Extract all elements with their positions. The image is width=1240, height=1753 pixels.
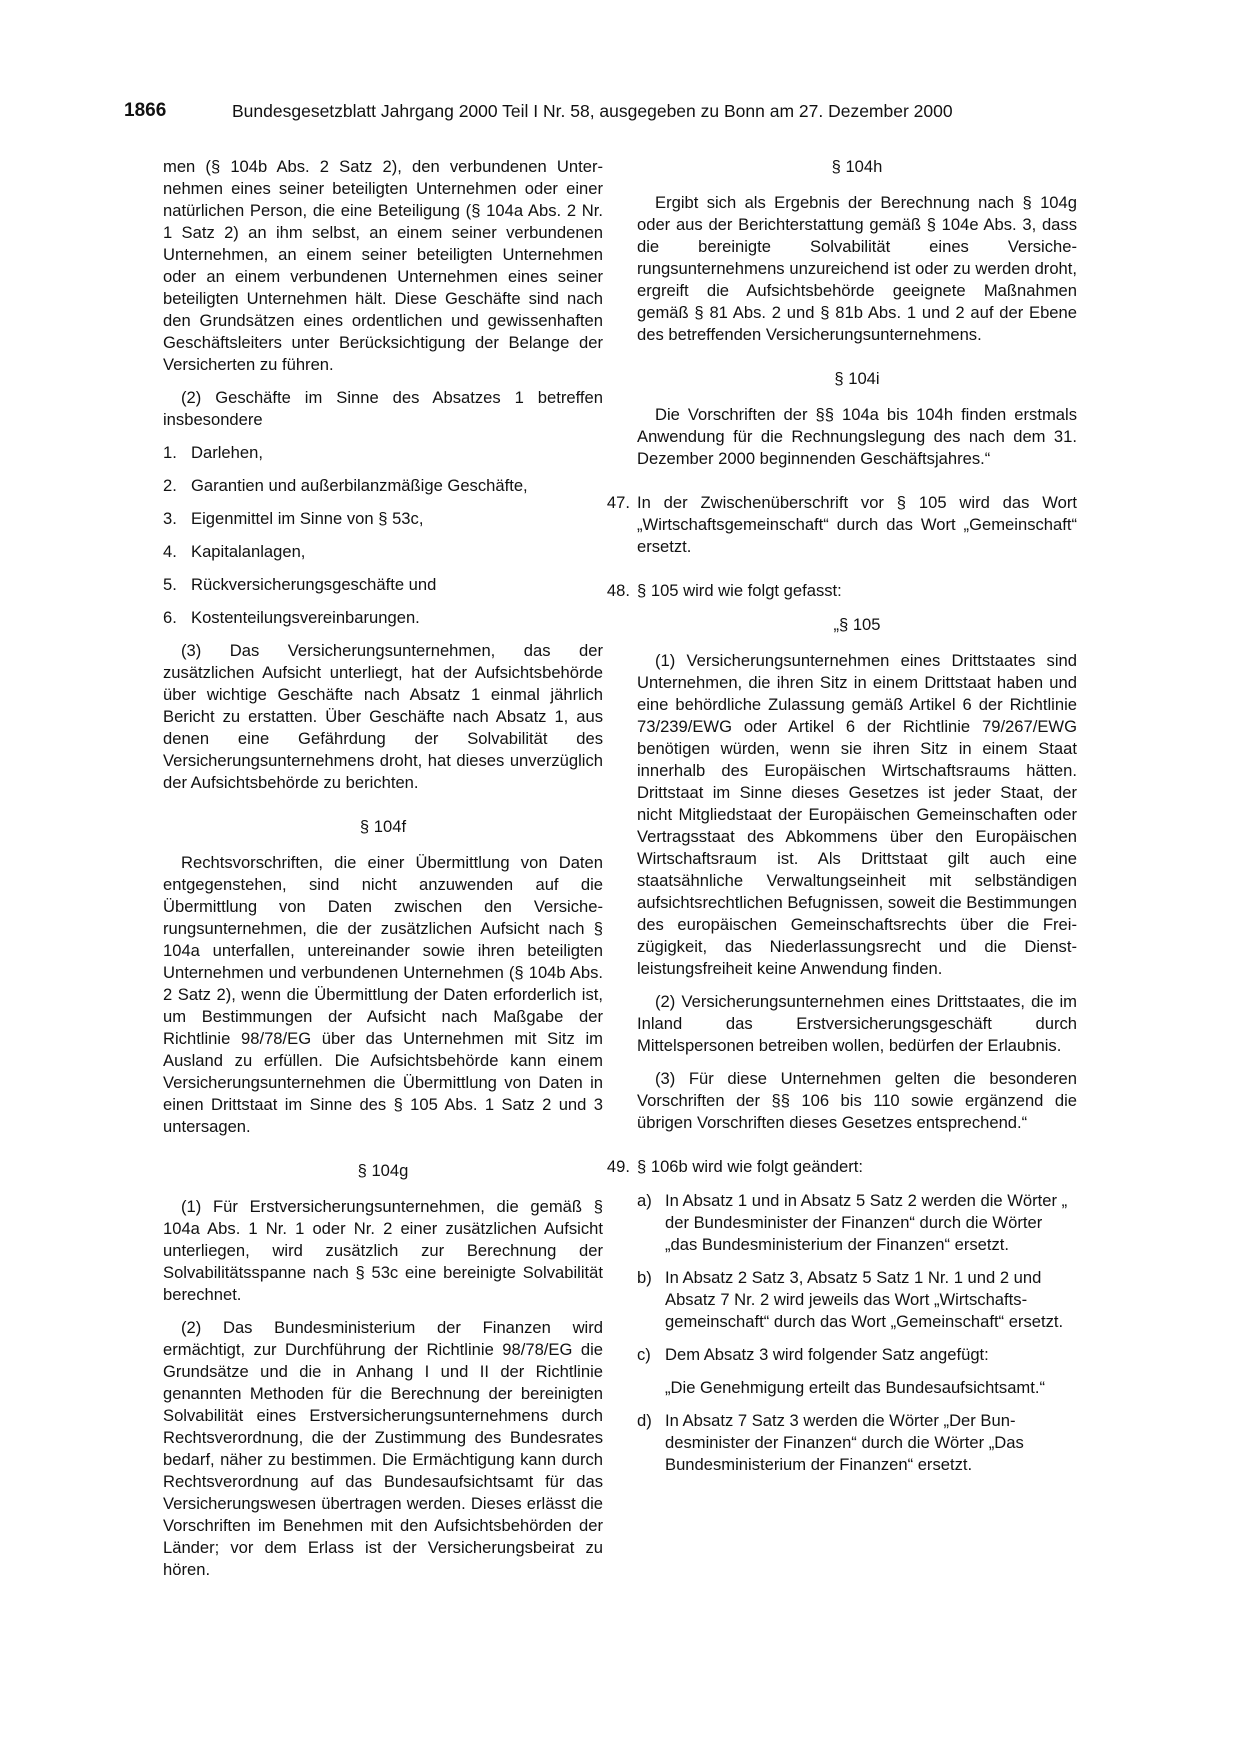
list-number: 1. — [163, 443, 177, 462]
list-item — [163, 508, 603, 530]
list-number: 4. — [163, 542, 177, 561]
sub-item-text: In Absatz 1 und in Absatz 5 Satz 2 werden die Wörter „ der Bundesminister der Finanzen“ durch die Wörter „das Bundesministerium der Finanzen“ ersetzt. — [665, 1191, 1068, 1254]
list-text: Garantien und außerbilanzmäßige Geschäfte, — [191, 476, 528, 495]
page-number: 1866 — [124, 100, 167, 121]
list-item — [163, 541, 603, 563]
sub-item-letter: b) — [637, 1268, 652, 1287]
amendment-item — [606, 492, 1077, 558]
paragraph: men (§ 104b Abs. 2 Satz 2), den verbundenen Unternehmen eines seiner beteiligten Unternehmen oder einer natürlichen Person, die eine Beteiligung (§ 104a Abs. 2 Nr. 1 Satz 2) an ihm selbst, an einem seiner verbundenen Unternehmen, an einem seiner beteiligten Unternehmen oder an einem verbundenen Unternehmen eines seiner beteiligten Unternehmen hält. Diese Geschäfte sind nach den Grundsätzen eines ordentlichen und gewissenhaften Geschäftsleiters unter Berücksichtigung der Belange der Versicherten zu führen. — [163, 157, 603, 374]
list-number: 2. — [163, 476, 177, 495]
list-number: 5. — [163, 575, 177, 594]
section-heading: § 104f — [359, 817, 407, 836]
list-text: Eigenmittel im Sinne von § 53c, — [191, 509, 424, 528]
sub-item — [637, 1190, 1077, 1256]
amendment-number: 48. — [606, 581, 630, 600]
section-heading: § 104h — [831, 157, 883, 176]
paragraph: (1) Für Erstversicherungsunternehmen, die gemäß § 104a Abs. 1 Nr. 1 oder Nr. 2 einer zusätzlichen Aufsicht unterliegen, wird zusätzlich zur Berechnung der Solvabilitätsspanne nach § 53c eine bereinigte Solvabilität berechnet. — [163, 1197, 603, 1304]
left-column — [163, 156, 603, 1592]
page-header — [124, 100, 1124, 128]
paragraph: (2) Versicherungsunternehmen eines Drittstaates, die im Inland das Erstversicherungsgeschäft durch Mittelspersonen betreiben wollen, bedürfen der Erlaubnis. — [637, 992, 1077, 1055]
sub-item-letter: d) — [637, 1411, 652, 1430]
sub-item-text: Dem Absatz 3 wird folgender Satz angefügt: — [665, 1345, 989, 1364]
amendment-item — [606, 1156, 1077, 1178]
right-column — [606, 156, 1077, 1487]
sub-item-text: In Absatz 2 Satz 3, Absatz 5 Satz 1 Nr. 1 und 2 und Absatz 7 Nr. 2 wird jeweils das Wort „Wirtschaftsgemeinschaft“ durch das Wort „Gemeinschaft“ ersetzt. — [665, 1268, 1064, 1331]
list-text: Kapitalanlagen, — [191, 542, 306, 561]
paragraph: (3) Für diese Unternehmen gelten die besonderen Vorschriften der §§ 106 bis 110 sowie ergänzend die übrigen Vorschriften dieses Gesetzes entsprechend.“ — [637, 1069, 1077, 1132]
list-text: Kostenteilungsvereinbarungen. — [191, 608, 420, 627]
list-number: 3. — [163, 509, 177, 528]
running-head: Bundesgesetzblatt Jahrgang 2000 Teil I Nr. 58, ausgegeben zu Bonn am 27. Dezember 2000 — [232, 101, 953, 121]
paragraph: (2) Das Bundesministerium der Finanzen wird ermächtigt, zur Durchführung der Richtlinie 98/78/EG die Grundsätze und die in Anhang I und II der Richtlinie genannten Methoden für die Berechnung der bereinigten Solvabilität eines Erstversicherungsunternehmens durch Rechtsverordnung, die der Zustimmung des Bundesrates bedarf, näher zu bestimmen. Die Ermächtigung kann durch Rechtsverordnung auf das Bundesaufsichtsamt für das Versicherungswesen übertragen werden. Dieses erlässt die Vorschriften im Benehmen mit den Aufsichtsbehörden der Länder; vor dem Erlass ist der Versicherungsbeirat zu hören. — [163, 1318, 603, 1579]
numbered-list — [163, 442, 603, 629]
list-text: Darlehen, — [191, 443, 263, 462]
amendment-number: 47. — [606, 493, 630, 512]
paragraph: Rechtsvorschriften, die einer Übermittlung von Daten entgegenstehen, sind nicht anzuwenden auf die Übermittlung von Daten zwischen den Versicherungsunternehmen, die der zusätzlichen Aufsicht nach § 104a unterfallen, untereinander sowie ihren beteiligten Unternehmen und verbundenen Unternehmen (§ 104b Abs. 2 Satz 2), wenn die Übermittlung der Daten erforderlich ist, um Bestimmungen der Aufsicht nach Maßgabe der Richtlinie 98/78/EG über das Unternehmen mit Sitz im Ausland zu erfüllen. Die Aufsichtsbehörde kann einem Versicherungsunternehmen die Übermittlung von Daten in einen Drittstaat im Sinne des § 105 Abs. 1 Satz 2 und 3 untersagen. — [163, 853, 603, 1136]
sub-item-letter: c) — [637, 1345, 651, 1364]
paragraph: (3) Das Versicherungsunternehmen, das der zusätzlichen Aufsicht unterliegt, hat der Aufsichtsbehörde über wichtige Geschäfte nach Absatz 1 einmal jährlich Bericht zu erstatten. Über Geschäfte nach Absatz 1, aus denen eine Gefährdung der Solvabilität des Versicherungsunternehmens droht, hat dieses unverzüglich der Aufsichtsbehörde zu berichten. — [163, 641, 603, 792]
list-text: Rückversicherungsgeschäfte und — [191, 575, 437, 594]
amendment-text: In der Zwischenüberschrift vor § 105 wird das Wort „Wirtschaftsgemeinschaft“ durch das Wort „Gemeinschaft“ ersetzt. — [637, 493, 1077, 556]
sub-item-letter: a) — [637, 1191, 652, 1210]
list-item — [163, 607, 603, 629]
amendment-text: § 105 wird wie folgt gefasst: — [637, 581, 842, 600]
list-item — [163, 442, 603, 464]
sub-item-text: In Absatz 7 Satz 3 werden die Wörter „Der Bundesminister der Finanzen“ durch die Wörter „Das Bundesministerium der Finanzen“ ersetzt. — [665, 1411, 1024, 1474]
quoted-text: „Die Genehmigung erteilt das Bundesaufsichtsamt.“ — [665, 1378, 1046, 1397]
sub-item — [637, 1267, 1077, 1333]
section-heading: „§ 105 — [833, 615, 881, 634]
amendment-text: § 106b wird wie folgt geändert: — [637, 1157, 864, 1176]
paragraph: Die Vorschriften der §§ 104a bis 104h finden erstmals Anwendung für die Rechnungslegung des nach dem 31. Dezember 2000 beginnenden Geschäftsjahres.“ — [637, 405, 1077, 468]
sub-item — [637, 1344, 1077, 1366]
paragraph: Ergibt sich als Ergebnis der Berechnung nach § 104g oder aus der Berichterstattung gemäß § 104e Abs. 3, dass die bereinigte Solvabilität eines Versicherungsunternehmens unzureichend ist oder zu werden droht, ergreift die Aufsichtsbehörde geeignete Maßnahmen gemäß § 81 Abs. 2 und § 81b Abs. 1 und 2 auf der Ebene des betreffenden Versicherungsunternehmens. — [637, 193, 1077, 344]
list-item — [163, 574, 603, 596]
list-item — [163, 475, 603, 497]
section-heading: § 104i — [834, 369, 880, 388]
amendment-number: 49. — [606, 1157, 630, 1176]
paragraph: (1) Versicherungsunternehmen eines Drittstaates sind Unternehmen, die ihren Sitz in einem Drittstaat haben und eine behördliche Zulassung gemäß Artikel 6 der Richtlinie 73/239/EWG oder Artikel 6 der Richtlinie 79/267/EWG benötigen würden, wenn sie ihren Sitz in einem Staat innerhalb des Europäischen Wirtschaftsraums hätten. Drittstaat im Sinne dieses Gesetzes ist jeder Staat, der nicht Mitgliedstaat der Europäischen Gemeinschaften oder Vertragsstaat des Abkommens über den Europäischen Wirtschaftsraum ist. Als Drittstaat gilt auch eine staatsähnliche Verwaltungseinheit mit selbständigen aufsichtsrechtlichen Befugnissen, soweit die Bestimmungen des europäischen Gemeinschaftsrechts über die Freizügigkeit, das Niederlassungsrecht und die Dienstleistungsfreiheit keine Anwendung finden. — [637, 651, 1077, 978]
sub-item — [637, 1410, 1077, 1476]
amendment-item — [606, 580, 1077, 602]
paragraph: (2) Geschäfte im Sinne des Absatzes 1 betreffen insbesondere — [163, 388, 603, 429]
list-number: 6. — [163, 608, 177, 627]
section-heading: § 104g — [357, 1161, 409, 1180]
